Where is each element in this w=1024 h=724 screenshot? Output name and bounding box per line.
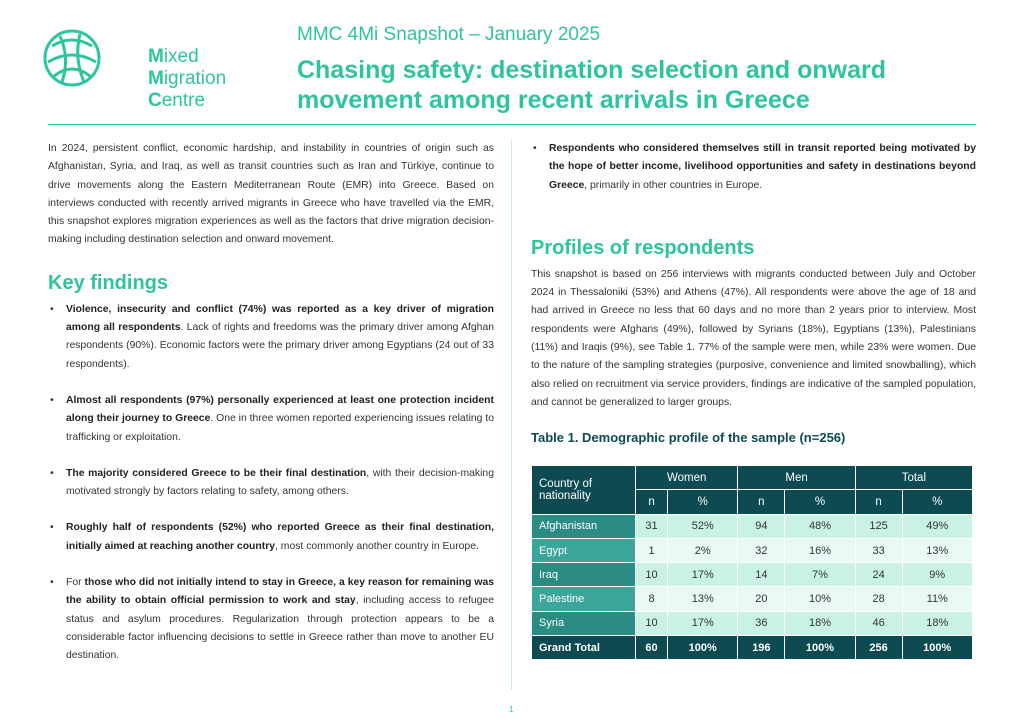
subheader-cell: % <box>785 490 855 514</box>
table-caption: Table 1. Demographic profile of the sample (n=256) <box>531 430 846 446</box>
total-cell: 100% <box>668 636 738 660</box>
table-row <box>532 514 973 538</box>
column-divider <box>511 140 512 690</box>
header-divider <box>48 124 976 125</box>
intro-paragraph: In 2024, persistent conflict, economic hardship, and instability in countries of origin such as Afghanistan, Syria, and Iraq, as well as transit countries such as Iran and Türkiye, continue to drive movements along the Eastern Mediterranean Route (EMR) into Greece. Based on interviews conducted with recently arrived migrants in Greece who have travelled via the EMR, this snapshot explores migration experiences as well as the factors that drive migration decision-making including destination selection and onward movement. <box>48 143 494 246</box>
total-label: Grand Total <box>532 636 636 660</box>
value-cell: 8 <box>636 587 668 611</box>
value-cell: 1 <box>636 538 668 562</box>
mmc-globe-icon <box>40 26 104 90</box>
page-title: Chasing safety: destination selection and onward movement among recent arrivals in Greece <box>297 56 886 114</box>
value-cell: 17% <box>668 563 738 587</box>
bullet-icon: • <box>50 394 54 406</box>
finding-text: . One in three women reported experiencing issues relating to trafficking or exploitation. <box>66 413 494 443</box>
subheader-cell: n <box>855 490 902 514</box>
finding-bold: The majority considered Greece to be their final destination <box>66 467 367 479</box>
value-cell: 46 <box>855 611 902 635</box>
value-cell: 17% <box>668 611 738 635</box>
finding-item <box>48 465 494 502</box>
value-cell: 49% <box>902 514 973 538</box>
value-cell: 125 <box>855 514 902 538</box>
finding-bold: those who did not initially intend to stay in Greece, a key reason for remaining was the ability to obtain official permission to work and stay <box>66 577 494 607</box>
table-row <box>532 587 973 611</box>
value-cell: 11% <box>902 587 973 611</box>
value-cell: 18% <box>902 611 973 635</box>
bullet-icon: • <box>50 467 54 479</box>
finding-item <box>48 519 494 556</box>
finding-text: , with their decision-making motivated strongly by factors relating to safety, among others. <box>66 467 494 498</box>
value-cell: 24 <box>855 563 902 587</box>
snapshot-subtitle: MMC 4Mi Snapshot – January 2025 <box>297 24 601 45</box>
finding-bold: Roughly half of respondents (52%) who reported Greece as their final destination, initially aimed at reaching another country <box>66 522 494 552</box>
right-column <box>531 140 976 445</box>
value-cell: 20 <box>738 587 785 611</box>
country-cell: Afghanistan <box>532 514 636 538</box>
bullet-icon: • <box>50 522 54 534</box>
finding-bold: Violence, insecurity and conflict (74%) was reported as a key driver of migration among all respondents <box>66 303 494 334</box>
table-row <box>532 611 973 635</box>
value-cell: 28 <box>855 587 902 611</box>
finding-text: , primarily in other countries in Europe. <box>584 179 763 191</box>
bullet-icon: • <box>50 577 54 589</box>
value-cell: 7% <box>785 563 855 587</box>
group-header-men: Men <box>738 466 855 490</box>
value-cell: 16% <box>785 538 855 562</box>
value-cell: 10 <box>636 563 668 587</box>
country-cell: Syria <box>532 611 636 635</box>
value-cell: 2% <box>668 538 738 562</box>
subheader-cell: n <box>738 490 785 514</box>
total-cell: 60 <box>636 636 668 660</box>
value-cell: 94 <box>738 514 785 538</box>
key-findings-list <box>48 301 494 666</box>
profiles-heading: Profiles of respondents <box>531 236 755 259</box>
total-cell: 100% <box>902 636 973 660</box>
key-findings-list-continued <box>531 140 976 195</box>
finding-bold: Respondents who considered themselves still in transit reported being motivated by the hope of better income, livelihood opportunities and safety in destinations beyond Greece <box>549 143 976 191</box>
key-findings-heading: Key findings <box>48 271 169 294</box>
total-cell: 256 <box>855 636 902 660</box>
total-cell: 196 <box>738 636 785 660</box>
finding-item <box>48 301 494 374</box>
finding-prefix: For <box>66 577 85 589</box>
subheader-cell: n <box>636 490 668 514</box>
value-cell: 18% <box>785 611 855 635</box>
group-header-total: Total <box>855 466 972 490</box>
table-row <box>532 538 973 562</box>
total-cell: 100% <box>785 636 855 660</box>
value-cell: 9% <box>902 563 973 587</box>
left-column <box>48 140 494 666</box>
finding-text: . Lack of rights and freedoms was the primary driver among Afghan respondents (90%). Economic factors were the primary driver among Egyptians (24 out of 33 respondents). <box>66 322 495 370</box>
finding-item <box>48 574 494 665</box>
country-header: Country of nationality <box>532 466 636 515</box>
value-cell: 33 <box>855 538 902 562</box>
group-header-women: Women <box>636 466 738 490</box>
value-cell: 13% <box>668 587 738 611</box>
subheader-cell: % <box>902 490 973 514</box>
finding-text: , including access to refugee status and asylum procedures. Regularization through protection appears to be a considerable factor influencing decisions to settle in Greece rather than move to another EU destination. <box>66 595 494 662</box>
finding-item <box>48 392 494 447</box>
bullet-icon: • <box>533 143 537 154</box>
subheader-cell: % <box>668 490 738 514</box>
value-cell: 31 <box>636 514 668 538</box>
finding-bold: Almost all respondents (97%) personally experienced at least one protection incident along their journey to Greece <box>66 394 494 425</box>
finding-item <box>531 140 976 195</box>
logo-wordmark: Mixed Migration Centre <box>148 46 227 111</box>
value-cell: 52% <box>668 514 738 538</box>
bullet-icon: • <box>50 303 54 315</box>
page-number: 1 <box>509 705 514 714</box>
mmc-logo <box>40 22 227 111</box>
demographic-table <box>531 465 973 660</box>
value-cell: 13% <box>902 538 973 562</box>
country-cell: Palestine <box>532 587 636 611</box>
profiles-paragraph: This snapshot is based on 256 interviews with migrants conducted between July and October 2024 in Thessaloniki (53%) and Athens (47%). All respondents were above the age of 18 and had arrived in Greece no less that 60 days and no more than 2 years prior to interview. Most respondents were Afghans (49%), followed by Syrians (18%), Egyptians (13%), Palestinians (11%) and Iraqis (9%), see Table 1. 77% of the sample were men, while 23% were women. Due to the nature of the sampling strategies (purposive, convenience and limited snowballing), which also relied on recruitment via service providers, findings are indicative of the sampled population, and cannot be generalized to larger groups. <box>531 268 976 408</box>
value-cell: 48% <box>785 514 855 538</box>
value-cell: 10 <box>636 611 668 635</box>
table-row <box>532 563 973 587</box>
value-cell: 36 <box>738 611 785 635</box>
country-cell: Egypt <box>532 538 636 562</box>
value-cell: 32 <box>738 538 785 562</box>
finding-text: , most commonly another country in Europe. <box>275 540 479 552</box>
country-cell: Iraq <box>532 563 636 587</box>
total-row <box>532 636 973 660</box>
value-cell: 10% <box>785 587 855 611</box>
value-cell: 14 <box>738 563 785 587</box>
